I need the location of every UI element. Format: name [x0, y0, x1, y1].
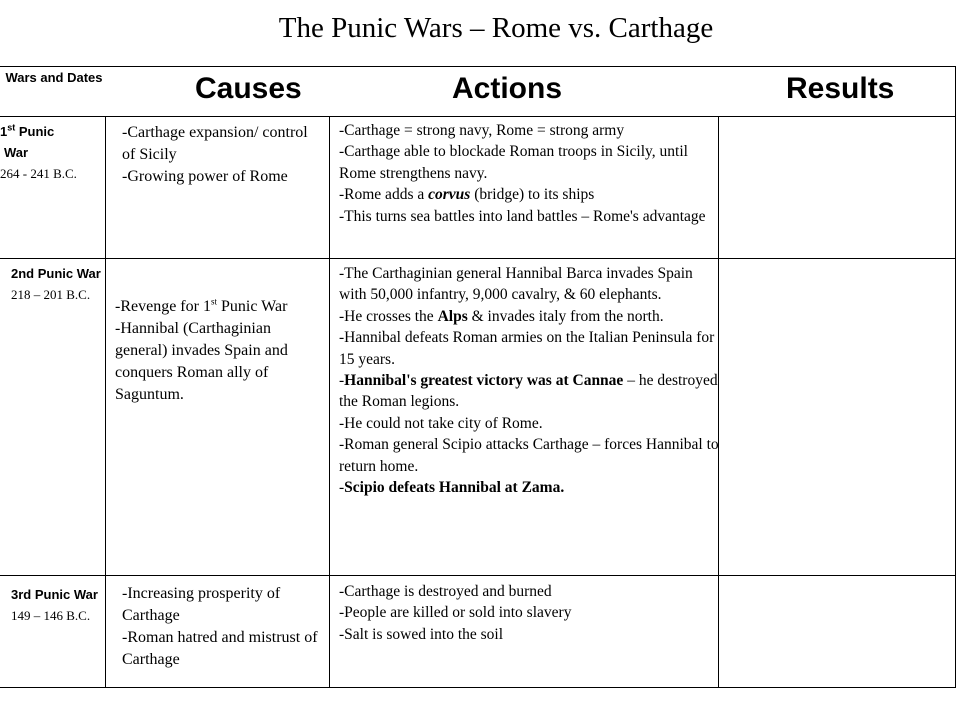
- causes-cell: -Revenge for 1st Punic War -Hannibal (Carthaginian general) invades Spain and conquers Roman ally of Saguntum.: [115, 296, 288, 403]
- actions-cell: -Carthage is destroyed and burned -People are killed or sold into slavery -Salt is sowed into the soil: [339, 583, 572, 643]
- war-label-3rd: 3rd Punic War 149 – 146 B.C.: [11, 584, 101, 626]
- row-divider: [0, 116, 956, 117]
- war-label-1st: 1st Punic War 264 - 241 B.C.: [0, 121, 104, 184]
- war-dates: 149 – 146 B.C.: [11, 608, 91, 623]
- war-label-2nd: 2nd Punic War 218 – 201 B.C.: [11, 263, 101, 305]
- row-divider: [0, 575, 956, 576]
- row-divider: [0, 258, 956, 259]
- page-title: The Punic Wars – Rome vs. Carthage: [278, 12, 714, 44]
- war-dates: 218 – 201 B.C.: [11, 287, 91, 302]
- causes-cell: -Carthage expansion/ control of Sicily -Growing power of Rome: [122, 124, 308, 185]
- causes-cell: -Increasing prosperity of Carthage -Roman hatred and mistrust of Carthage: [122, 585, 318, 668]
- war-dates: 264 - 241 B.C.: [0, 166, 77, 181]
- col-divider: [329, 116, 330, 688]
- col-divider: [105, 116, 106, 688]
- actions-cell: -Carthage = strong navy, Rome = strong army -Carthage able to blockade Roman troops in Sicily, until Rome strengthens navy. -Rome adds a corvus (bridge) to its ships -This turns sea battles into land battles – Rome's advantage: [339, 122, 706, 225]
- actions-cell: -The Carthaginian general Hannibal Barca invades Spain with 50,000 infantry, 9,000 cavalry, & 60 elephants. -He crosses the Alps & invades italy from the north. -Hannibal defeats Roman armies on the Italian Peninsula for 15 years. -Hannibal's greatest victory was at Cannae – he destroyed the Roman legions. -He could not take city of Rome. -Roman general Scipio attacks Carthage – forces Hannibal to return home. -Scipio defeats Hannibal at Zama.: [339, 265, 719, 497]
- header-causes: Causes: [195, 72, 302, 105]
- header-actions: Actions: [452, 72, 563, 105]
- header-wars-dates: Wars and Dates: [5, 70, 103, 85]
- header-results: Results: [786, 72, 895, 105]
